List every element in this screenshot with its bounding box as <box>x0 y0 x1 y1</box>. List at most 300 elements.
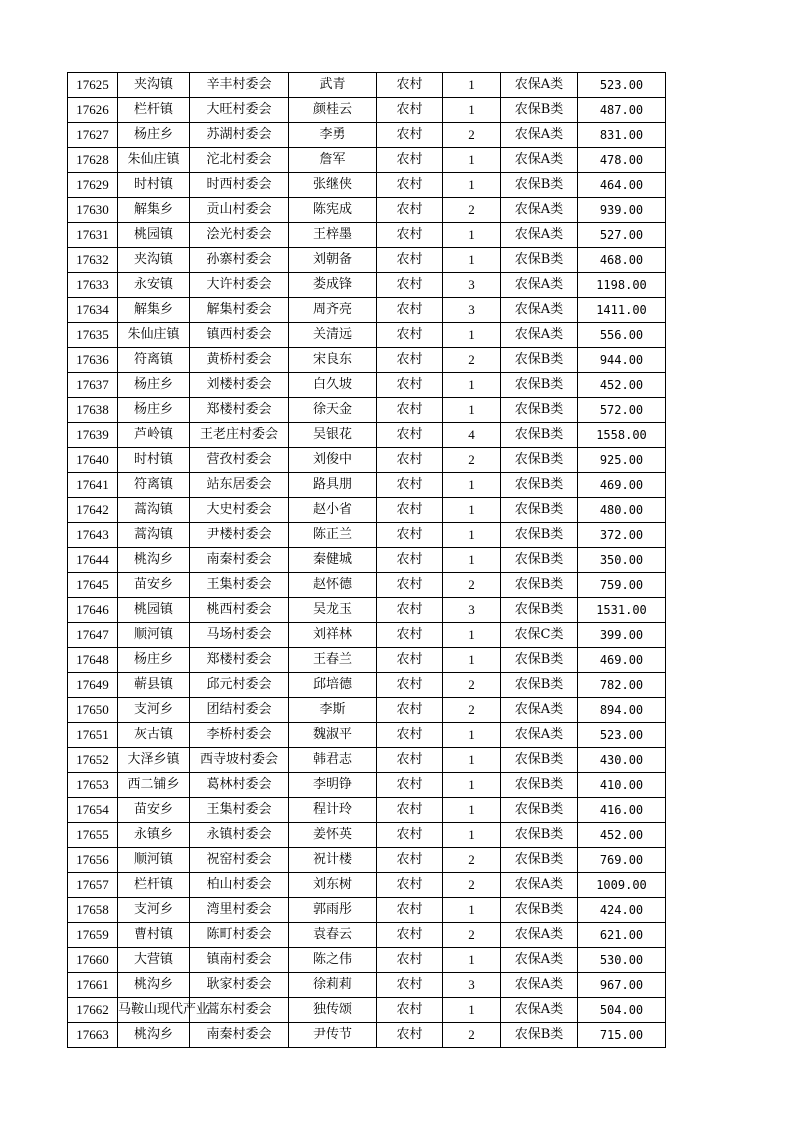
cell-id: 17643 <box>68 523 118 548</box>
cell-count: 2 <box>443 698 501 723</box>
cell-count: 1 <box>443 373 501 398</box>
cell-name: 刘祥林 <box>289 623 377 648</box>
cell-village: 南秦村委会 <box>190 548 289 573</box>
cell-category: 农保B类 <box>501 898 578 923</box>
cell-count: 3 <box>443 273 501 298</box>
cell-type: 农村 <box>377 923 443 948</box>
cell-town: 顺河镇 <box>118 848 190 873</box>
cell-category: 农保B类 <box>501 548 578 573</box>
cell-amount: 410.00 <box>578 773 666 798</box>
cell-count: 1 <box>443 73 501 98</box>
cell-id: 17642 <box>68 498 118 523</box>
cell-amount: 894.00 <box>578 698 666 723</box>
cell-type: 农村 <box>377 873 443 898</box>
cell-type: 农村 <box>377 748 443 773</box>
table-row <box>68 798 666 823</box>
cell-town: 朱仙庄镇 <box>118 323 190 348</box>
table-row <box>68 423 666 448</box>
cell-category: 农保A类 <box>501 73 578 98</box>
cell-type: 农村 <box>377 98 443 123</box>
cell-id: 17651 <box>68 723 118 748</box>
cell-category: 农保B类 <box>501 523 578 548</box>
cell-id: 17636 <box>68 348 118 373</box>
cell-name: 陈宪成 <box>289 198 377 223</box>
cell-amount: 416.00 <box>578 798 666 823</box>
cell-town: 桃园镇 <box>118 223 190 248</box>
table-row <box>68 298 666 323</box>
cell-amount: 967.00 <box>578 973 666 998</box>
cell-type: 农村 <box>377 248 443 273</box>
cell-name: 尹传节 <box>289 1023 377 1048</box>
cell-category: 农保B类 <box>501 373 578 398</box>
cell-town: 符离镇 <box>118 348 190 373</box>
cell-village: 郑楼村委会 <box>190 398 289 423</box>
cell-id: 17663 <box>68 1023 118 1048</box>
cell-name: 王春兰 <box>289 648 377 673</box>
cell-type: 农村 <box>377 523 443 548</box>
table-row <box>68 123 666 148</box>
table-row <box>68 498 666 523</box>
cell-count: 2 <box>443 923 501 948</box>
cell-id: 17630 <box>68 198 118 223</box>
cell-town: 蒿沟镇 <box>118 498 190 523</box>
cell-amount: 452.00 <box>578 823 666 848</box>
table-row <box>68 73 666 98</box>
table-row <box>68 848 666 873</box>
cell-name: 独传颂 <box>289 998 377 1023</box>
table-row <box>68 448 666 473</box>
table-body <box>68 73 666 1048</box>
cell-name: 陈正兰 <box>289 523 377 548</box>
cell-name: 陈之伟 <box>289 948 377 973</box>
cell-id: 17647 <box>68 623 118 648</box>
cell-type: 农村 <box>377 398 443 423</box>
cell-amount: 572.00 <box>578 398 666 423</box>
cell-village: 蒿东村委会 <box>190 998 289 1023</box>
cell-count: 1 <box>443 948 501 973</box>
cell-name: 刘朝备 <box>289 248 377 273</box>
cell-village: 柏山村委会 <box>190 873 289 898</box>
cell-category: 农保B类 <box>501 398 578 423</box>
cell-village: 刘楼村委会 <box>190 373 289 398</box>
cell-town: 桃沟乡 <box>118 548 190 573</box>
table-row <box>68 98 666 123</box>
cell-town: 桃沟乡 <box>118 973 190 998</box>
cell-village: 湾里村委会 <box>190 898 289 923</box>
cell-category: 农保B类 <box>501 173 578 198</box>
cell-village: 苏湖村委会 <box>190 123 289 148</box>
cell-type: 农村 <box>377 173 443 198</box>
cell-town: 时村镇 <box>118 173 190 198</box>
cell-count: 2 <box>443 198 501 223</box>
cell-amount: 487.00 <box>578 98 666 123</box>
document-page <box>67 72 666 1048</box>
cell-village: 邱元村委会 <box>190 673 289 698</box>
cell-type: 农村 <box>377 648 443 673</box>
table-row <box>68 998 666 1023</box>
cell-amount: 464.00 <box>578 173 666 198</box>
cell-id: 17653 <box>68 773 118 798</box>
cell-type: 农村 <box>377 198 443 223</box>
cell-count: 1 <box>443 823 501 848</box>
cell-amount: 372.00 <box>578 523 666 548</box>
cell-amount: 430.00 <box>578 748 666 773</box>
cell-type: 农村 <box>377 498 443 523</box>
cell-amount: 831.00 <box>578 123 666 148</box>
cell-type: 农村 <box>377 348 443 373</box>
cell-village: 桃西村委会 <box>190 598 289 623</box>
cell-count: 1 <box>443 148 501 173</box>
cell-town: 苗安乡 <box>118 798 190 823</box>
cell-name: 秦健城 <box>289 548 377 573</box>
cell-category: 农保A类 <box>501 973 578 998</box>
cell-village: 马场村委会 <box>190 623 289 648</box>
table-row <box>68 748 666 773</box>
cell-category: 农保A类 <box>501 723 578 748</box>
cell-count: 1 <box>443 898 501 923</box>
table-row <box>68 673 666 698</box>
cell-name: 赵小省 <box>289 498 377 523</box>
table-row <box>68 823 666 848</box>
cell-category: 农保A类 <box>501 873 578 898</box>
table-row <box>68 698 666 723</box>
cell-name: 李斯 <box>289 698 377 723</box>
cell-name: 娄成锋 <box>289 273 377 298</box>
cell-town: 蕲县镇 <box>118 673 190 698</box>
cell-name: 徐天金 <box>289 398 377 423</box>
cell-amount: 452.00 <box>578 373 666 398</box>
cell-category: 农保A类 <box>501 273 578 298</box>
table-row <box>68 948 666 973</box>
cell-village: 大史村委会 <box>190 498 289 523</box>
cell-town: 夹沟镇 <box>118 73 190 98</box>
cell-village: 葛林村委会 <box>190 773 289 798</box>
cell-type: 农村 <box>377 623 443 648</box>
table-row <box>68 898 666 923</box>
cell-amount: 523.00 <box>578 73 666 98</box>
cell-type: 农村 <box>377 723 443 748</box>
table-row <box>68 523 666 548</box>
cell-amount: 925.00 <box>578 448 666 473</box>
cell-town: 蒿沟镇 <box>118 523 190 548</box>
cell-count: 1 <box>443 248 501 273</box>
cell-town: 朱仙庄镇 <box>118 148 190 173</box>
cell-town: 永镇乡 <box>118 823 190 848</box>
cell-id: 17652 <box>68 748 118 773</box>
cell-amount: 1558.00 <box>578 423 666 448</box>
cell-count: 1 <box>443 623 501 648</box>
cell-town: 马鞍山现代产业 <box>118 998 190 1023</box>
cell-category: 农保B类 <box>501 773 578 798</box>
cell-category: 农保A类 <box>501 698 578 723</box>
cell-type: 农村 <box>377 73 443 98</box>
cell-id: 17649 <box>68 673 118 698</box>
cell-town: 桃园镇 <box>118 598 190 623</box>
cell-id: 17661 <box>68 973 118 998</box>
cell-name: 韩君志 <box>289 748 377 773</box>
cell-amount: 715.00 <box>578 1023 666 1048</box>
cell-village: 时西村委会 <box>190 173 289 198</box>
cell-type: 农村 <box>377 898 443 923</box>
cell-village: 永镇村委会 <box>190 823 289 848</box>
cell-name: 王梓墨 <box>289 223 377 248</box>
cell-amount: 527.00 <box>578 223 666 248</box>
cell-town: 支河乡 <box>118 698 190 723</box>
cell-village: 王集村委会 <box>190 573 289 598</box>
cell-id: 17638 <box>68 398 118 423</box>
cell-village: 尹楼村委会 <box>190 523 289 548</box>
cell-town: 符离镇 <box>118 473 190 498</box>
cell-name: 刘东树 <box>289 873 377 898</box>
cell-town: 杨庄乡 <box>118 373 190 398</box>
cell-amount: 399.00 <box>578 623 666 648</box>
table-row <box>68 273 666 298</box>
cell-type: 农村 <box>377 548 443 573</box>
cell-id: 17637 <box>68 373 118 398</box>
cell-type: 农村 <box>377 973 443 998</box>
cell-village: 大旺村委会 <box>190 98 289 123</box>
cell-village: 沱北村委会 <box>190 148 289 173</box>
cell-id: 17662 <box>68 998 118 1023</box>
cell-count: 1 <box>443 773 501 798</box>
cell-id: 17646 <box>68 598 118 623</box>
cell-name: 武青 <box>289 73 377 98</box>
cell-category: 农保B类 <box>501 823 578 848</box>
table-row <box>68 923 666 948</box>
cell-name: 詹军 <box>289 148 377 173</box>
cell-village: 王集村委会 <box>190 798 289 823</box>
cell-town: 栏杆镇 <box>118 98 190 123</box>
cell-count: 1 <box>443 748 501 773</box>
table-row <box>68 473 666 498</box>
cell-type: 农村 <box>377 798 443 823</box>
cell-id: 17625 <box>68 73 118 98</box>
cell-type: 农村 <box>377 423 443 448</box>
data-table <box>67 72 666 1048</box>
cell-category: 农保B类 <box>501 648 578 673</box>
cell-id: 17650 <box>68 698 118 723</box>
cell-name: 郭雨彤 <box>289 898 377 923</box>
cell-type: 农村 <box>377 773 443 798</box>
cell-category: 农保A类 <box>501 323 578 348</box>
cell-amount: 769.00 <box>578 848 666 873</box>
cell-village: 团结村委会 <box>190 698 289 723</box>
cell-category: 农保B类 <box>501 748 578 773</box>
table-row <box>68 973 666 998</box>
cell-id: 17634 <box>68 298 118 323</box>
cell-id: 17659 <box>68 923 118 948</box>
cell-type: 农村 <box>377 673 443 698</box>
cell-village: 陈町村委会 <box>190 923 289 948</box>
cell-type: 农村 <box>377 698 443 723</box>
cell-type: 农村 <box>377 273 443 298</box>
cell-amount: 469.00 <box>578 648 666 673</box>
cell-count: 2 <box>443 448 501 473</box>
cell-category: 农保B类 <box>501 573 578 598</box>
cell-village: 辛丰村委会 <box>190 73 289 98</box>
cell-category: 农保A类 <box>501 123 578 148</box>
cell-count: 1 <box>443 323 501 348</box>
cell-type: 农村 <box>377 448 443 473</box>
cell-town: 杨庄乡 <box>118 648 190 673</box>
cell-amount: 504.00 <box>578 998 666 1023</box>
cell-id: 17629 <box>68 173 118 198</box>
cell-amount: 939.00 <box>578 198 666 223</box>
cell-town: 解集乡 <box>118 298 190 323</box>
cell-id: 17641 <box>68 473 118 498</box>
cell-amount: 556.00 <box>578 323 666 348</box>
cell-category: 农保B类 <box>501 423 578 448</box>
cell-type: 农村 <box>377 298 443 323</box>
table-row <box>68 148 666 173</box>
cell-type: 农村 <box>377 573 443 598</box>
cell-category: 农保B类 <box>501 98 578 123</box>
cell-village: 大许村委会 <box>190 273 289 298</box>
cell-type: 农村 <box>377 223 443 248</box>
cell-category: 农保B类 <box>501 448 578 473</box>
cell-name: 程计玲 <box>289 798 377 823</box>
cell-count: 1 <box>443 523 501 548</box>
cell-name: 周齐亮 <box>289 298 377 323</box>
cell-name: 颜桂云 <box>289 98 377 123</box>
cell-name: 邱培德 <box>289 673 377 698</box>
cell-count: 1 <box>443 173 501 198</box>
cell-id: 17639 <box>68 423 118 448</box>
cell-town: 时村镇 <box>118 448 190 473</box>
table-row <box>68 373 666 398</box>
cell-town: 支河乡 <box>118 898 190 923</box>
cell-village: 镇西村委会 <box>190 323 289 348</box>
cell-type: 农村 <box>377 948 443 973</box>
cell-village: 镇南村委会 <box>190 948 289 973</box>
cell-name: 魏淑平 <box>289 723 377 748</box>
table-row <box>68 548 666 573</box>
table-row <box>68 573 666 598</box>
cell-amount: 478.00 <box>578 148 666 173</box>
cell-name: 路具朋 <box>289 473 377 498</box>
cell-town: 芦岭镇 <box>118 423 190 448</box>
cell-count: 1 <box>443 223 501 248</box>
cell-category: 农保A类 <box>501 148 578 173</box>
cell-amount: 759.00 <box>578 573 666 598</box>
cell-type: 农村 <box>377 848 443 873</box>
cell-count: 3 <box>443 598 501 623</box>
cell-town: 杨庄乡 <box>118 398 190 423</box>
cell-town: 解集乡 <box>118 198 190 223</box>
cell-town: 大营镇 <box>118 948 190 973</box>
cell-category: 农保B类 <box>501 473 578 498</box>
cell-count: 1 <box>443 398 501 423</box>
cell-id: 17633 <box>68 273 118 298</box>
cell-type: 农村 <box>377 823 443 848</box>
cell-category: 农保B类 <box>501 848 578 873</box>
cell-category: 农保B类 <box>501 498 578 523</box>
cell-count: 1 <box>443 648 501 673</box>
cell-count: 1 <box>443 723 501 748</box>
table-row <box>68 723 666 748</box>
cell-amount: 480.00 <box>578 498 666 523</box>
cell-category: 农保B类 <box>501 798 578 823</box>
cell-name: 吴龙玉 <box>289 598 377 623</box>
cell-count: 1 <box>443 548 501 573</box>
cell-id: 17628 <box>68 148 118 173</box>
cell-category: 农保A类 <box>501 223 578 248</box>
cell-category: 农保A类 <box>501 948 578 973</box>
cell-category: 农保A类 <box>501 298 578 323</box>
cell-id: 17645 <box>68 573 118 598</box>
cell-amount: 1531.00 <box>578 598 666 623</box>
cell-id: 17631 <box>68 223 118 248</box>
cell-count: 1 <box>443 498 501 523</box>
cell-count: 2 <box>443 848 501 873</box>
cell-village: 解集村委会 <box>190 298 289 323</box>
table-row <box>68 198 666 223</box>
cell-category: 农保A类 <box>501 998 578 1023</box>
table-row <box>68 773 666 798</box>
cell-id: 17635 <box>68 323 118 348</box>
cell-amount: 782.00 <box>578 673 666 698</box>
table-row <box>68 598 666 623</box>
cell-id: 17648 <box>68 648 118 673</box>
table-row <box>68 648 666 673</box>
cell-count: 1 <box>443 98 501 123</box>
cell-category: 农保B类 <box>501 248 578 273</box>
cell-town: 顺河镇 <box>118 623 190 648</box>
cell-type: 农村 <box>377 323 443 348</box>
cell-amount: 350.00 <box>578 548 666 573</box>
table-row <box>68 348 666 373</box>
cell-name: 李勇 <box>289 123 377 148</box>
cell-name: 关清远 <box>289 323 377 348</box>
cell-village: 站东居委会 <box>190 473 289 498</box>
cell-town: 大泽乡镇 <box>118 748 190 773</box>
cell-count: 3 <box>443 298 501 323</box>
table-row <box>68 323 666 348</box>
cell-count: 4 <box>443 423 501 448</box>
cell-village: 孙寨村委会 <box>190 248 289 273</box>
cell-category: 农保B类 <box>501 673 578 698</box>
table-row <box>68 248 666 273</box>
cell-id: 17640 <box>68 448 118 473</box>
cell-count: 2 <box>443 1023 501 1048</box>
cell-amount: 944.00 <box>578 348 666 373</box>
cell-town: 夹沟镇 <box>118 248 190 273</box>
cell-name: 祝计楼 <box>289 848 377 873</box>
cell-type: 农村 <box>377 998 443 1023</box>
cell-type: 农村 <box>377 1023 443 1048</box>
cell-amount: 621.00 <box>578 923 666 948</box>
cell-count: 1 <box>443 473 501 498</box>
cell-type: 农村 <box>377 598 443 623</box>
cell-id: 17627 <box>68 123 118 148</box>
table-row <box>68 398 666 423</box>
cell-amount: 1411.00 <box>578 298 666 323</box>
cell-name: 李明铮 <box>289 773 377 798</box>
cell-id: 17657 <box>68 873 118 898</box>
cell-amount: 1198.00 <box>578 273 666 298</box>
cell-count: 2 <box>443 673 501 698</box>
cell-count: 2 <box>443 123 501 148</box>
cell-village: 贡山村委会 <box>190 198 289 223</box>
cell-id: 17656 <box>68 848 118 873</box>
cell-amount: 523.00 <box>578 723 666 748</box>
cell-amount: 468.00 <box>578 248 666 273</box>
cell-village: 黄桥村委会 <box>190 348 289 373</box>
cell-village: 耿家村委会 <box>190 973 289 998</box>
cell-village: 李桥村委会 <box>190 723 289 748</box>
cell-village: 南秦村委会 <box>190 1023 289 1048</box>
cell-village: 营孜村委会 <box>190 448 289 473</box>
